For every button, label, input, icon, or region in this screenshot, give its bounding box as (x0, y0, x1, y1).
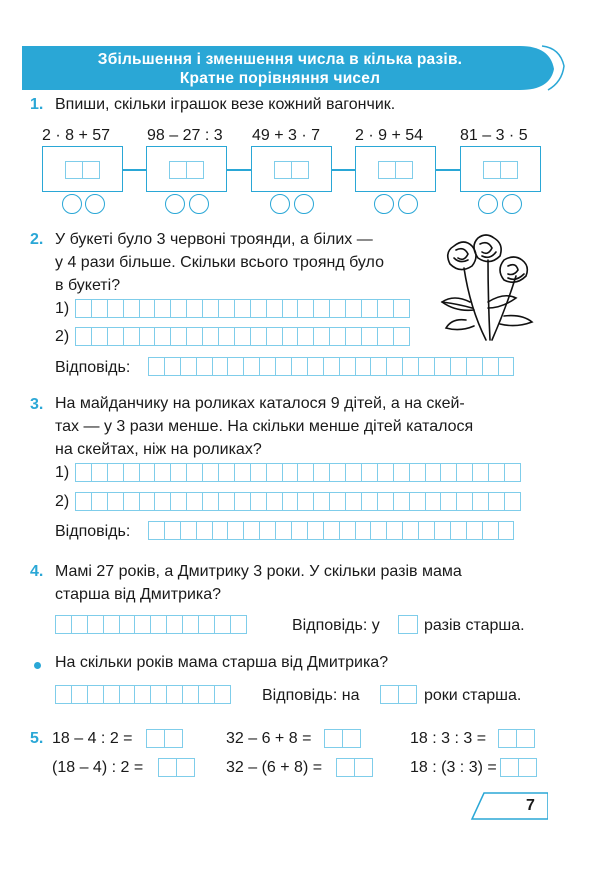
task5-expression-5: 32 – (6 + 8) = (226, 759, 323, 776)
task3-line1: На майданчику на роликах каталося 9 дітей, а на скей- (55, 395, 465, 412)
task5-expression-1: 18 – 4 : 2 = (52, 730, 133, 747)
wheel-icon (165, 194, 185, 214)
wheel-icon (502, 194, 522, 214)
task1-expression-5: 81 – 3 · 5 (460, 127, 528, 144)
task2-step1-label: 1) (55, 300, 70, 317)
wheel-icon (189, 194, 209, 214)
task5-answer-cells-1[interactable] (146, 729, 182, 748)
task2-step1-cells[interactable] (75, 299, 409, 318)
task4-line2: старша від Дмитрика? (55, 586, 222, 603)
task2-line3: в букеті? (55, 277, 121, 294)
task4-answer-prefix: Відповідь: у (292, 617, 380, 634)
task3-step1-cells[interactable] (75, 463, 520, 482)
task3-line2: тах — у 3 рази менше. На скільки менше дітей каталося (55, 418, 474, 435)
task2-answer-cells[interactable] (148, 357, 513, 376)
roses-icon (430, 228, 545, 346)
wheel-icon (270, 194, 290, 214)
wheel-icon (478, 194, 498, 214)
task5-expression-2: 32 – 6 + 8 = (226, 730, 312, 747)
task5-expression-6: 18 : (3 : 3) = (410, 759, 497, 776)
task5-answer-cells-4[interactable] (158, 758, 194, 777)
header-title-line1: Збільшення і зменшення числа в кілька разів. (97, 51, 463, 68)
section-header (20, 42, 572, 92)
task4-bullet-question: На скільки років мама старша від Дмитрика? (55, 654, 389, 671)
task3-step1-label: 1) (55, 464, 70, 481)
answer-cells[interactable] (378, 161, 412, 179)
task-number: 2. (30, 231, 44, 248)
task5-expression-3: 18 : 3 : 3 = (410, 730, 487, 747)
answer-cells[interactable] (169, 161, 203, 179)
task4-bullet-answer-prefix: Відповідь: на (262, 687, 360, 704)
task4-bullet-answer-cells[interactable] (380, 685, 416, 704)
task-number: 5. (30, 730, 44, 747)
task4-line1: Мамі 27 років, а Дмитрику 3 роки. У скільки разів мама (55, 563, 462, 580)
task3-line3: на скейтах, ніж на роликах? (55, 441, 262, 458)
task1-expression-3: 49 + 3 · 7 (252, 127, 321, 144)
wheel-icon (294, 194, 314, 214)
task4-bullet-answer-suffix: роки старша. (424, 687, 522, 704)
task3-step2-label: 2) (55, 493, 70, 510)
task2-line2: у 4 рази більше. Скільки всього троянд було (55, 254, 384, 271)
task-number: 4. (30, 563, 44, 580)
task5-expression-4: (18 – 4) : 2 = (52, 759, 144, 776)
page-number: 7 (526, 797, 535, 814)
header-title-line2: Кратне порівняння чисел (179, 70, 381, 87)
task4-work-cells[interactable] (55, 615, 246, 634)
task5-answer-cells-3[interactable] (498, 729, 534, 748)
task5-answer-cells-2[interactable] (324, 729, 360, 748)
task5-answer-cells-5[interactable] (336, 758, 372, 777)
task-number: 1. (30, 96, 44, 113)
wagon-3 (251, 146, 332, 192)
task1-expression-1: 2 · 8 + 57 (42, 127, 111, 144)
wheel-icon (85, 194, 105, 214)
bullet-icon (34, 662, 41, 669)
task-number: 3. (30, 396, 44, 413)
task5-answer-cells-6[interactable] (500, 758, 536, 777)
task4-answer-suffix: разів старша. (424, 617, 525, 634)
task4-bullet-work-cells[interactable] (55, 685, 230, 704)
task1-expression-4: 2 · 9 + 54 (355, 127, 424, 144)
task4-answer-cell[interactable] (398, 615, 417, 634)
answer-cells[interactable] (274, 161, 308, 179)
wheel-icon (62, 194, 82, 214)
answer-cells[interactable] (65, 161, 99, 179)
task2-step2-cells[interactable] (75, 327, 409, 346)
wagon-1 (42, 146, 123, 192)
wheel-icon (374, 194, 394, 214)
task3-answer-label: Відповідь: (55, 523, 131, 540)
wheel-icon (398, 194, 418, 214)
wagon-5 (460, 146, 541, 192)
wagon-2 (146, 146, 227, 192)
task1-text: Впиши, скільки іграшок везе кожний вагончик. (55, 96, 396, 113)
wagon-4 (355, 146, 436, 192)
wagon-coupler (435, 169, 463, 171)
answer-cells[interactable] (483, 161, 517, 179)
task2-answer-label: Відповідь: (55, 359, 131, 376)
page-number-tab (470, 791, 548, 821)
task2-step2-label: 2) (55, 328, 70, 345)
task2-line1: У букеті було 3 червоні троянди, а білих — (55, 231, 373, 248)
task3-step2-cells[interactable] (75, 492, 520, 511)
task1-expression-2: 98 – 27 : 3 (147, 127, 223, 144)
task3-answer-cells[interactable] (148, 521, 513, 540)
